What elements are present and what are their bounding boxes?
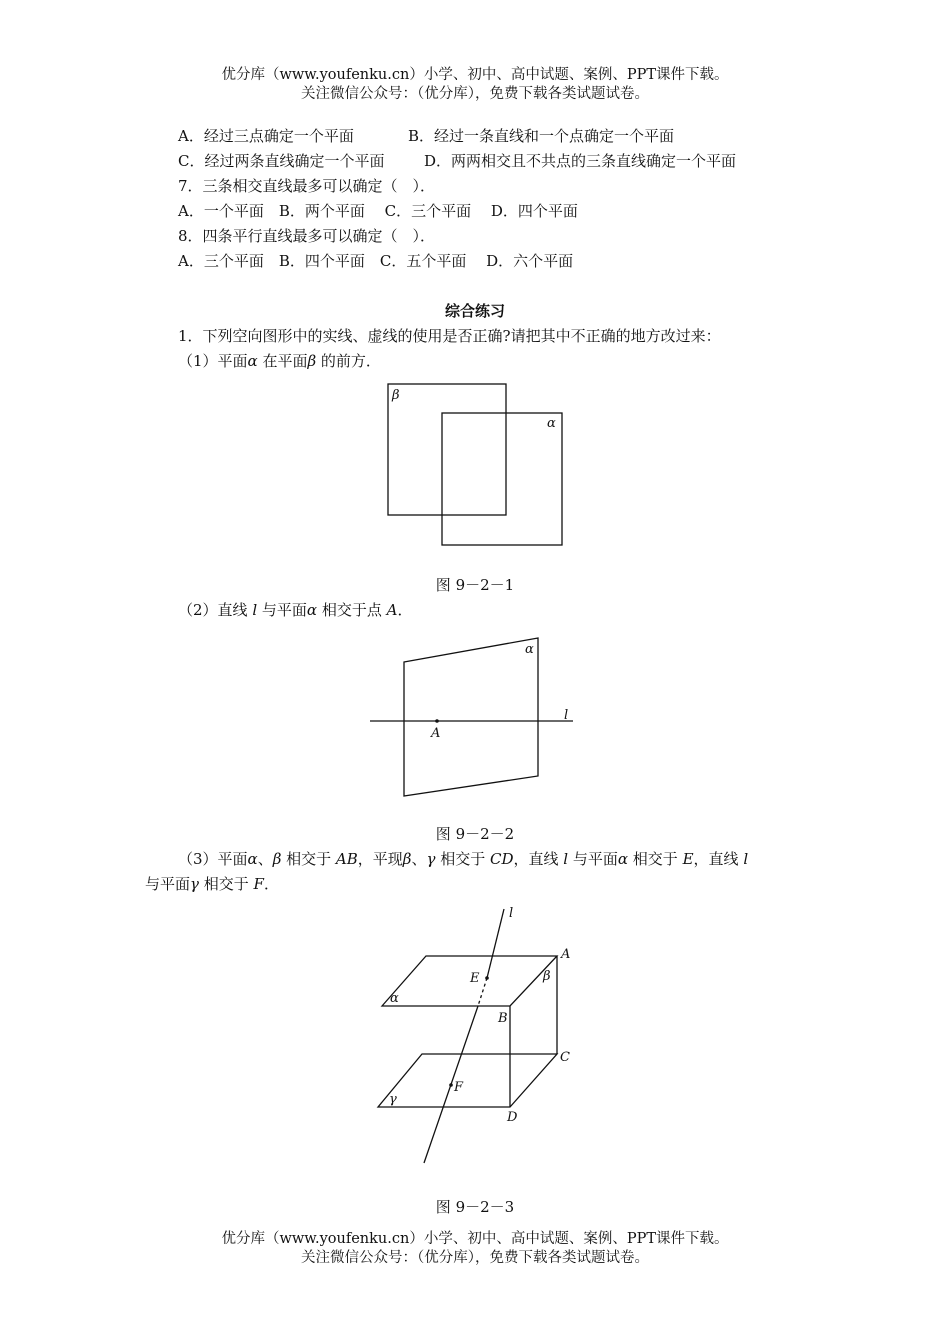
point-f <box>449 1083 453 1087</box>
fig3-label-d: D <box>507 1110 518 1125</box>
footer-line-1: 优分库（www.youfenku.cn）小学、初中、高中试题、案例、PPT课件下载。 <box>221 1231 729 1247</box>
figure-9-2-1 <box>380 378 570 550</box>
q7-stem: 7．三条相交直线最多可以确定（ ）． <box>178 177 436 195</box>
plane-alpha-rect <box>442 413 562 545</box>
point-e <box>485 976 489 980</box>
figure-9-2-2-caption: 图 9－2－2 <box>435 825 515 843</box>
q6-option-a: A．经过三点确定一个平面 <box>178 127 354 145</box>
q8-stem: 8．四条平行直线最多可以确定（ ）． <box>178 227 436 245</box>
fig3-label-e: E <box>470 971 480 986</box>
plane-beta-rect <box>388 384 506 515</box>
q6-option-b: B．经过一条直线和一个点确定一个平面 <box>408 127 675 145</box>
fig3-label-l: l <box>509 906 514 921</box>
fig2-label-l: l <box>564 708 569 723</box>
fig1-label-alpha: α <box>547 416 556 431</box>
point-a <box>435 719 439 723</box>
part1-text: （1）平面α 在平面β 的前方． <box>178 352 381 370</box>
q7-options: A．一个平面 B．两个平面 C．三个平面 D．四个平面 <box>178 202 578 220</box>
q8-options: A．三个平面 B．四个平面 C．五个平面 D．六个平面 <box>178 252 574 270</box>
fig2-label-a: A <box>431 726 441 741</box>
figure-9-2-2 <box>362 630 582 802</box>
section-question-1: 1．下列空向图形中的实线、虚线的使用是否正确?请把其中不正确的地方改过来： <box>178 327 721 345</box>
footer-line-2: 关注微信公众号：（优分库），免费下载各类试题试卷。 <box>301 1250 649 1266</box>
fig3-label-a: A <box>561 947 571 962</box>
part2-text: （2）直线 l 与平面α 相交于点 A． <box>178 601 413 619</box>
fig3-label-c: C <box>560 1050 570 1065</box>
header-line-2: 关注微信公众号：（优分库），免费下载各类试题试卷。 <box>301 86 649 102</box>
figure-9-2-3-caption: 图 9－2－3 <box>435 1198 515 1216</box>
q6-option-c: C．经过两条直线确定一个平面 <box>178 152 385 170</box>
part3-text-line-2: 与平面γ 相交于 F． <box>145 875 279 893</box>
fig3-label-gamma: γ <box>389 1092 397 1107</box>
fig3-label-b: B <box>498 1011 508 1026</box>
part3-text-line-1: （3）平面α、β 相交于 AB，平现β、γ 相交于 CD，直线 l 与平面α 相交于 E，直线 l <box>178 850 749 868</box>
q6-option-d: D．两两相交且不共点的三条直线确定一个平面 <box>424 152 737 170</box>
plane-gamma <box>378 1054 557 1107</box>
figure-9-2-3 <box>372 902 582 1170</box>
section-title: 综合练习 <box>444 302 505 320</box>
fig3-label-beta: β <box>543 969 551 984</box>
fig2-label-alpha: α <box>525 642 534 657</box>
figure-9-2-1-caption: 图 9－2－1 <box>435 576 515 594</box>
fig3-label-f: F <box>454 1080 464 1095</box>
fig3-label-alpha: α <box>390 991 399 1006</box>
header-line-1: 优分库（www.youfenku.cn）小学、初中、高中试题、案例、PPT课件下载。 <box>221 67 729 83</box>
plane-alpha-quad <box>404 638 538 796</box>
fig1-label-beta: β <box>392 388 400 403</box>
line-l-upper <box>487 909 504 978</box>
